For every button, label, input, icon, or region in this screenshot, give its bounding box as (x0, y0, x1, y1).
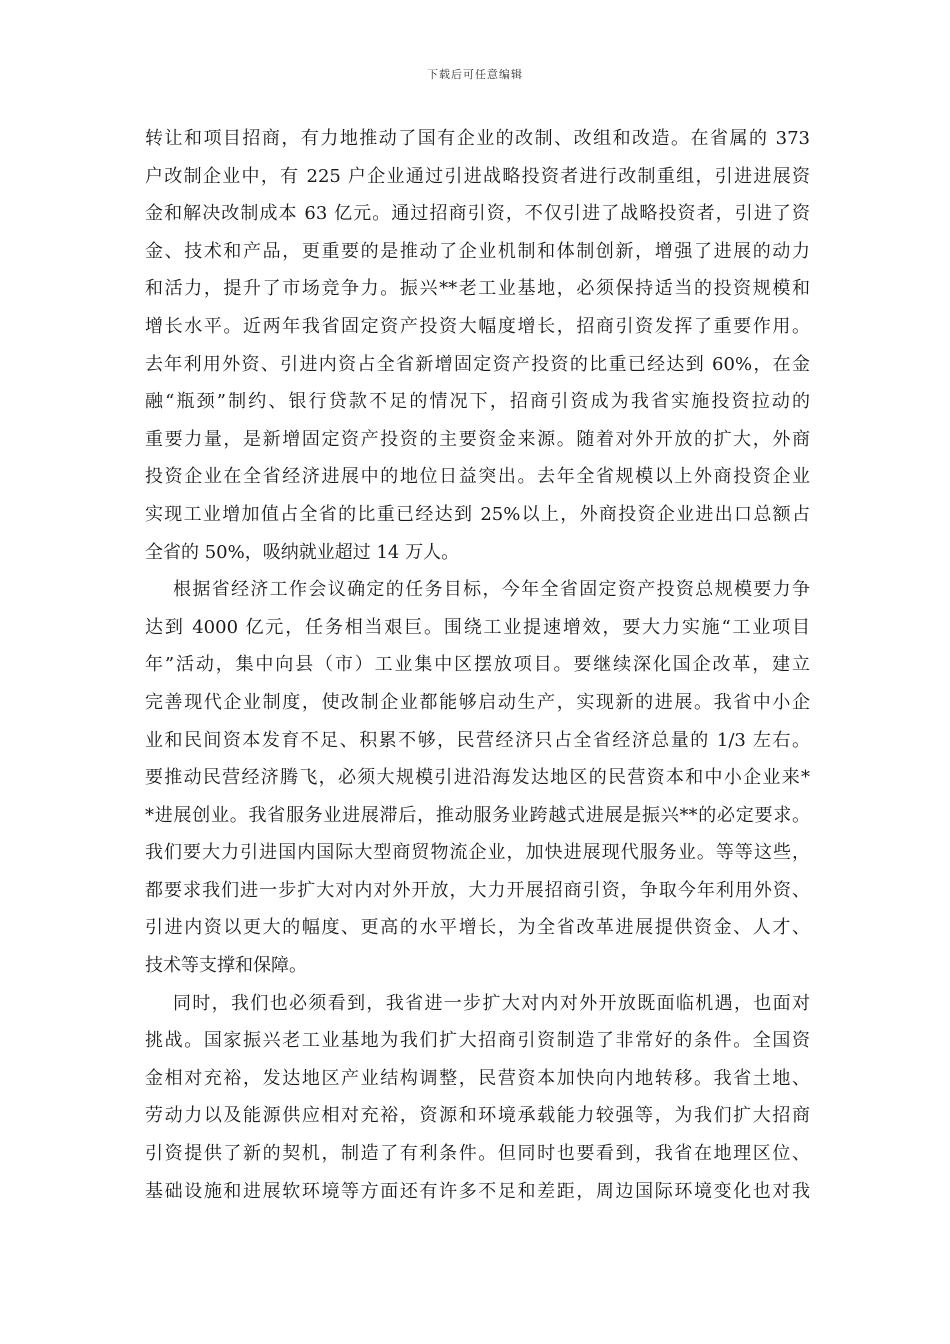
text-line: 技术等支撑和保障。 (145, 955, 307, 977)
text-line: 融“瓶颈”制约、银行贷款不足的情况下，招商引资成为我省实施投资拉动的 (145, 391, 810, 413)
text-line: 都要求我们进一步扩大对内对外开放，大力开展招商引资，争取今年利用外资、 (145, 879, 810, 901)
text-line: 增长水平。近两年我省固定资产投资大幅度增长，招商引资发挥了重要作用。 (145, 315, 810, 337)
text-line: 金相对充裕，发达地区产业结构调整，民营资本加快向内地转移。我省土地、 (145, 1067, 810, 1089)
paragraph-2 (145, 571, 810, 985)
text-line: 完善现代企业制度，使改制企业都能够启动生产，实现新的进展。我省中小企 (145, 691, 810, 713)
paragraph-1 (145, 120, 810, 571)
text-line: 金和解决改制成本 63 亿元。通过招商引资，不仅引进了战略投资者，引进了资 (145, 203, 810, 225)
text-line: 实现工业增加值占全省的比重已经达到 25%以上，外商投资企业进出口总额占 (145, 503, 810, 525)
text-line: 引资提供了新的契机，制造了有利条件。但同时也要看到，我省在地理区位、 (145, 1143, 810, 1165)
text-line: 去年利用外资、引进内资占全省新增固定资产投资的比重已经达到 60%，在金 (145, 353, 810, 375)
text-line: 根据省经济工作会议确定的任务目标，今年全省固定资产投资总规模要力争 (173, 579, 810, 601)
text-line: 挑战。国家振兴老工业基地为我们扩大招商引资制造了非常好的条件。全国资 (145, 1030, 810, 1052)
text-line: 要推动民营经济腾飞，必须大规模引进沿海发达地区的民营资本和中小企业来* (145, 767, 810, 789)
text-line: 业和民间资本发育不足、积累不够，民营经济只占全省经济总量的 1/3 左右。 (145, 729, 810, 751)
text-line: 重要力量，是新增固定资产投资的主要资金来源。随着对外开放的扩大，外商 (145, 428, 810, 450)
text-line: 引进内资以更大的幅度、更高的水平增长，为全省改革进展提供资金、人才、 (145, 917, 810, 939)
text-line: 我们要大力引进国内国际大型商贸物流企业，加快进展现代服务业。等等这些， (145, 842, 810, 864)
text-line: 劳动力以及能源供应相对充裕，资源和环境承载能力较强等，为我们扩大招商 (145, 1105, 810, 1127)
text-line: 转让和项目招商，有力地推动了国有企业的改制、改组和改造。在省属的 373 (145, 128, 810, 149)
text-line: 和活力，提升了市场竞争力。振兴**老工业基地，必须保持适当的投资规模和 (145, 278, 810, 300)
text-line: 年”活动，集中向县（市）工业集中区摆放项目。要继续深化国企改革，建立 (145, 654, 810, 676)
text-line: 同时，我们也必须看到，我省进一步扩大对内对外开放既面临机遇，也面对 (173, 992, 810, 1014)
text-line: 户改制企业中，有 225 户企业通过引进战略投资者进行改制重组，引进进展资 (145, 165, 810, 187)
paragraph-3 (145, 985, 810, 1211)
document-body (145, 120, 810, 1210)
text-line: 基础设施和进展软环境等方面还有许多不足和差距，周边国际环境变化也对我 (145, 1180, 810, 1202)
page-header: 下载后可任意编辑 (427, 68, 523, 81)
text-line: *进展创业。我省服务业进展滞后，推动服务业跨越式进展是振兴**的必定要求。 (145, 804, 810, 826)
text-line: 投资企业在全省经济进展中的地位日益突出。去年全省规模以上外商投资企业 (145, 466, 810, 488)
text-line: 达到 4000 亿元，任务相当艰巨。围绕工业提速增效，要大力实施“工业项目 (145, 616, 810, 638)
text-line: 全省的 50%，吸纳就业超过 14 万人。 (145, 541, 460, 563)
text-line: 金、技术和产品，更重要的是推动了企业机制和体制创新，增强了进展的动力 (145, 240, 810, 262)
